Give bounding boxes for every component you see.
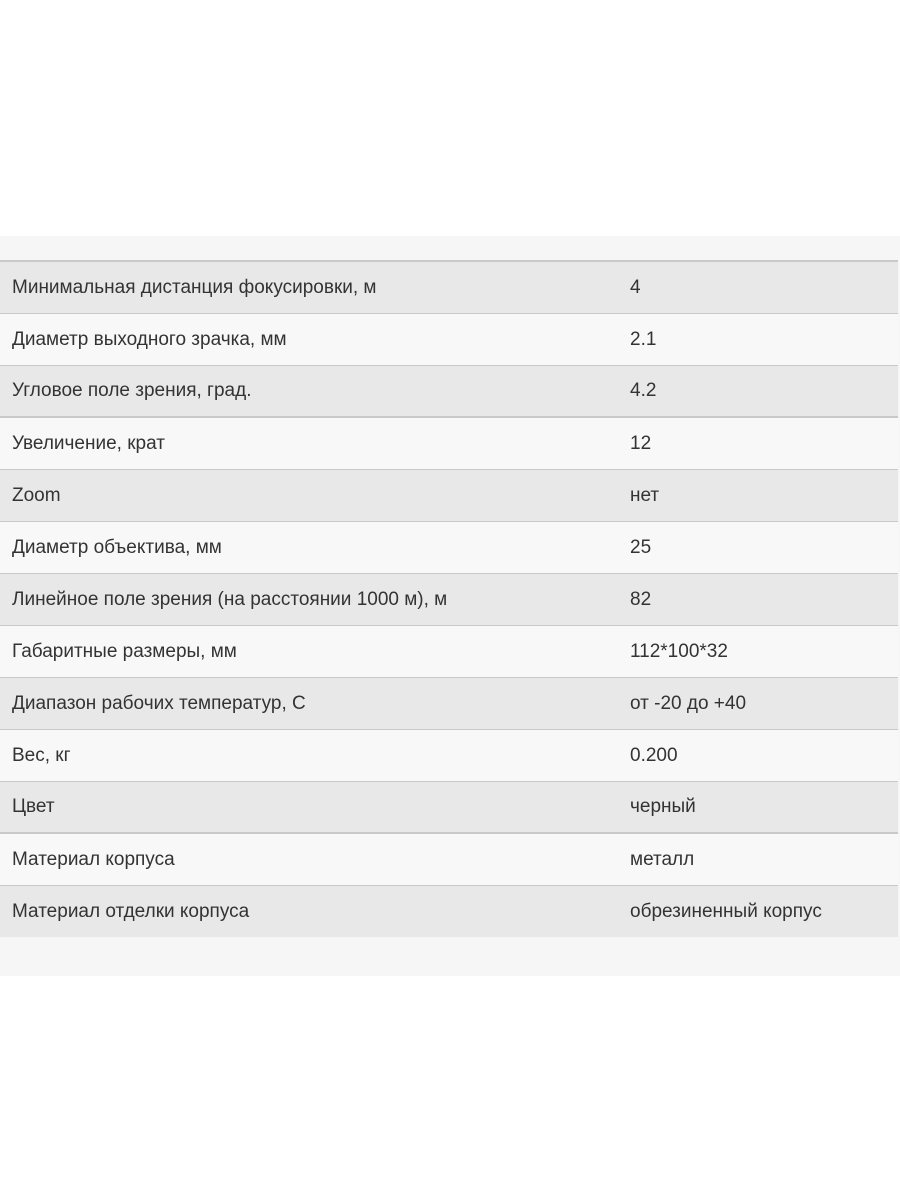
table-row <box>0 365 898 417</box>
spec-name: Диапазон рабочих температур, С <box>0 677 630 729</box>
table-row <box>0 833 898 885</box>
spec-name: Минимальная дистанция фокусировки, м <box>0 261 630 313</box>
spec-value: 2.1 <box>630 313 898 365</box>
spec-value: нет <box>630 469 898 521</box>
spec-name: Zoom <box>0 469 630 521</box>
specifications-table <box>0 260 898 937</box>
table-row <box>0 885 898 937</box>
table-row <box>0 625 898 677</box>
spec-value: 82 <box>630 573 898 625</box>
spec-value: 25 <box>630 521 898 573</box>
spec-value: от -20 до +40 <box>630 677 898 729</box>
spec-value: черный <box>630 781 898 833</box>
spec-name: Диаметр объектива, мм <box>0 521 630 573</box>
spec-value: 112*100*32 <box>630 625 898 677</box>
table-row <box>0 417 898 469</box>
table-row <box>0 573 898 625</box>
spec-name: Габаритные размеры, мм <box>0 625 630 677</box>
spec-name: Линейное поле зрения (на расстоянии 1000 м), м <box>0 573 630 625</box>
table-row <box>0 313 898 365</box>
spec-name: Диаметр выходного зрачка, мм <box>0 313 630 365</box>
spec-value: 12 <box>630 417 898 469</box>
spec-name: Увеличение, крат <box>0 417 630 469</box>
specifications-panel <box>0 236 900 976</box>
spec-name: Угловое поле зрения, град. <box>0 365 630 417</box>
spec-name: Материал корпуса <box>0 833 630 885</box>
spec-value: металл <box>630 833 898 885</box>
spec-name: Материал отделки корпуса <box>0 885 630 937</box>
spec-name: Вес, кг <box>0 729 630 781</box>
spec-name: Цвет <box>0 781 630 833</box>
table-row <box>0 677 898 729</box>
spec-value: обрезиненный корпус <box>630 885 898 937</box>
table-row <box>0 469 898 521</box>
spec-value: 4 <box>630 261 898 313</box>
table-row <box>0 729 898 781</box>
table-row <box>0 261 898 313</box>
spec-value: 4.2 <box>630 365 898 417</box>
table-row <box>0 521 898 573</box>
spec-value: 0.200 <box>630 729 898 781</box>
table-row <box>0 781 898 833</box>
